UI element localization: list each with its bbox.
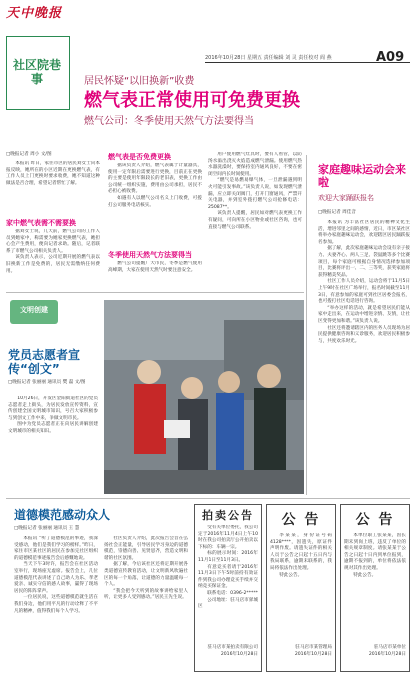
moral-col1 <box>14 536 98 670</box>
notice-2 <box>340 504 410 672</box>
notice-2-sign: 驻马店市某单位 2016年10月28日 <box>368 645 406 657</box>
lead-col1b <box>6 229 100 287</box>
lead-col3-para-3: 该负责人提醒，居民如对燃气表更换工作有疑问，可向所在小区物业或社区咨询，也可直接与燃气公司联系。 <box>208 211 302 230</box>
family-para-1: 本报讯 为丰富社区居民的精神文化生活，增进邻里之间的感情，近日，市区某社区将举办家庭趣味运动会，欢迎辖区居民踊跃报名参加。 <box>318 220 410 245</box>
issue-meta: 2016年10月28日 星期五 责任编辑 刘 灵 责任校对 阎 燕 <box>205 55 332 61</box>
section-label: 社区院巷事 <box>12 58 61 86</box>
moral-byline: □晚报记者 张丽丽 通讯员 王 慧 <box>14 526 80 531</box>
moral-col2-para-1: 社区负责人介绍，此次报告会旨在弘扬社会正能量，引导居民学习身边的道德模范，崇德向善、见贤思齐，营造文明和谐的社区氛围。 <box>104 536 188 561</box>
auction-notice-body <box>198 525 258 643</box>
lead-byline: □晚报记者 周小 文/图 <box>6 152 52 157</box>
lead-col1 <box>6 161 100 213</box>
moral-col2-para-2: 据了解，今后该社区还将定期开展各类道德宣传教育活动，让文明新风吹遍社区的每一个角落，让道德的力量温暖每一个人。 <box>104 562 188 588</box>
moral-col1-para-1: 本报讯 “听了道德模范的事迹，我深受感动，他们是我们学习的榜样。”昨日，家住市区某社区的居民在参加完社区组织的道德模范事迹报告会后感慨地说。 <box>14 536 98 561</box>
auction-notice-para-3: 有意竞买者请于2016年11月3日下午5时前持有效证件到我公司办理竞买手续并交纳竞买保证金。 <box>198 564 258 590</box>
lead-col3-para-2: “燃气是易燃易爆气体，一旦泄漏遇到明火可能引发事故。”该负责人说，如发现燃气泄漏，应立即关闭阀门，打开门窗通风，严禁开关电器，并到室外拨打燃气公司抢修电话：25087**。 <box>208 178 302 210</box>
family-para-3: 社区工作人员介绍，运动会将于11月5日上午9时在社区广场举行，报名时间截至11月3日，有意参加的家庭可到社区居委会报名，也可拨打社区电话进行咨询。 <box>318 279 410 305</box>
page-number: A09 <box>376 50 405 65</box>
newspaper-logo: 天中晚报 <box>6 6 63 21</box>
lead-col3-para-1: 用户使用燃气灶具时，要有人看管，以防汤水溢出浇灭火焰造成燃气泄漏。使用燃气热水器洗澡时，要保持室内通风良好，不要在密闭空间内长时间使用。 <box>208 152 302 177</box>
lead-col3 <box>208 152 302 288</box>
moral-col2 <box>104 536 188 670</box>
family-subtitle: 欢迎大家踊跃报名 <box>318 194 374 202</box>
lead-sub-heading-1: 家中燃气表需不需要换 <box>6 219 76 227</box>
volunteer-byline: □晚报记者 张丽丽 通讯员 樊 磊 文/图 <box>8 380 86 385</box>
lead-col1b-para-1: 据刘女士说，几天前，燃气公司的工作人员到她家中，称需要为她家更换燃气表，她担心会产生费用，便向记者求助。随后，记者联系了市燃气公司相关负责人。 <box>6 229 100 254</box>
lead-headline: 燃气表正常使用可免费更换 <box>84 90 300 111</box>
volunteer-para-1: 10月26日，开发区金阳街道社区的党员志愿者走上街头，为居民发放宣传资料，宣传创建全国文明城市知识，号召大家积极参与到创文工作中来，争做文明市民。 <box>8 396 98 421</box>
lead-col2a-para-1: 据该负责人介绍，燃气表属于计量器具，使用一定年限后需要进行更换，目前正在更换的主要是使用年限较长的老旧表，更换工作由公司统一组织实施，费用由公司承担，居民不必担心被收费。 <box>108 163 202 195</box>
lead-col2b <box>108 261 202 285</box>
auction-notice-para-2: 标的展示时间：2016年11月1日至11月3日。 <box>198 551 258 563</box>
auction-notice-para-5: 公司地址：驻马店市驿城区 <box>198 597 258 610</box>
auction-notice <box>194 504 262 672</box>
volunteer-caption: 党员志愿者宣传“创文” <box>8 348 81 376</box>
notice-1-sign: 驻马店市某管理局 2016年10月28日 <box>294 645 332 657</box>
auction-notice-para-4: 联系电话：0396-2***** <box>207 590 258 596</box>
family-title: 家庭趣味运动会来啦 <box>318 163 406 189</box>
volunteer-para-2: 图中为党员志愿者正在向居民讲解创建文明城市的相关知识。 <box>8 422 98 434</box>
notice-1-para-1: 李某某，身份证号码4128****，因遗失，原证件声明作废。请遗失证件的相关人员于公告之日起十五日内与我局联系，逾期未联系的，我局将依法作出处理。 <box>270 533 332 571</box>
family-byline: □晚报记者 周佳音 <box>318 210 356 215</box>
photo-illustration <box>104 300 304 494</box>
lead-col2b-para: 燃气公司提醒广大市民，冬季是燃气使用高峰期，大家在使用天然气时要注意安全。 <box>108 261 202 273</box>
volunteer-body <box>8 396 98 492</box>
notice-2-body <box>344 533 406 643</box>
family-para-5: 社区还将邀请辖区内的医务人员现场为居民提供健康咨询和义诊服务，欢迎居民积极参与，共度欢乐时光。 <box>318 325 410 344</box>
section-divider <box>6 292 304 293</box>
notice-2-para-2: 特此公告。 <box>353 572 377 578</box>
volunteer-photo <box>104 300 304 494</box>
notice-1 <box>266 504 336 672</box>
lead-sub-heading-3: 冬季使用天然气方法要得当 <box>108 251 192 259</box>
moral-headline: 道德模范感动众人 <box>14 508 111 522</box>
stamp-label: 文明创建 <box>20 306 48 314</box>
moral-col2-para-3: “我会把今天听到的故事讲给家里人听，让更多人受到感动。”居民王先生说。 <box>104 588 188 601</box>
family-para-2: 据了解，此次家庭趣味运动会设有亲子接力、夫妻齐心、两人三足、袋鼠跳等多个比赛项目，每个家庭可根据自身情况选择参加项目，比赛将评出一、二、三等奖，获奖家庭将获得精美奖品。 <box>318 246 410 278</box>
masthead-rule <box>205 62 410 63</box>
lead-col1b-para-2: 该负责人表示，公司近期开展的燃气表以旧换新工作是免费的，居民无需缴纳任何费用。 <box>6 255 100 274</box>
moral-col1-para-3: 一位居民说，这些道德模范就生活在我们身边，他们用平凡的行动诠释了不平凡的精神，值得我们每个人学习。 <box>14 595 98 614</box>
section-divider-2 <box>6 498 410 499</box>
auction-notice-sign: 驻马店市某拍卖有限公司 2016年10月28日 <box>207 645 258 657</box>
notice-2-title: 公 告 <box>355 512 395 528</box>
notice-1-para-2: 特此公告。 <box>279 572 303 578</box>
masthead <box>0 0 415 65</box>
moral-col1-para-2: 当天下午3时许，报告会在社区活动室举行，现场座无虚席。报告会上，几位道德模范代表讲述了自己助人为乐、孝老爱亲、诚实守信的感人故事，赢得了现场居民的阵阵掌声。 <box>14 562 98 594</box>
auction-notice-para-1: 受有关单位委托，我公司定于2016年11月4日上午10时在我公司拍卖厅公开拍卖以下标的：车辆一宗。 <box>198 525 258 550</box>
lead-col1-para: 本报讯 昨日，家住市区的居民刘女士向本报反映，她所在的小区近期在更换燃气表，有工作人员上门更换时要求收费，她不知道这种做法是否合理，希望记者帮忙了解。 <box>6 161 100 186</box>
notice-2-para-1: 本单位职工张某某，因长期未到岗上班，违反了单位的相关规章制度。请张某某于公告之日起十日内到单位报到，逾期不报到的，单位将依法依规对其作出处理。 <box>344 533 406 571</box>
lead-kicker: 居民怀疑“以旧换新”收费 <box>84 76 195 87</box>
family-para-4: “举办这样的活动，就是希望居民们能从家中走出来，在运动中增进亲情、友情，让社区变得更加和谐。”该负责人说。 <box>318 305 410 324</box>
lead-col2a-para-2: 如遇有人以燃气公司名义上门收费，可拨打公司服务电话核实。 <box>108 195 202 208</box>
lead-subhead: 燃气公司：冬季使用天然气方法要得当 <box>84 116 254 127</box>
notice-1-title: 公 告 <box>281 512 321 528</box>
family-body <box>318 220 410 490</box>
lead-col2a <box>108 163 202 243</box>
notice-1-body <box>270 533 332 643</box>
auction-notice-title: 拍卖公告 <box>202 509 254 522</box>
lead-sub-heading-2: 燃气表是否免费更换 <box>108 153 171 161</box>
column-divider <box>306 155 307 495</box>
